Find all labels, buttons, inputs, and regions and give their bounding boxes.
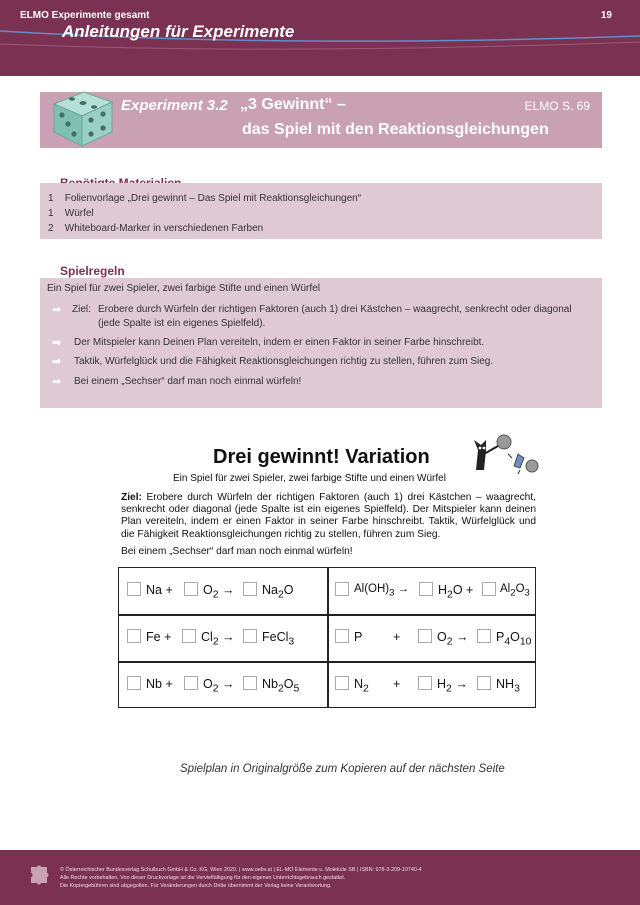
worksheet-goal-text: Erobere durch Würfeln der richtigen Faktoren (auch 1) drei Kästchen – waagrecht, senkrecht oder diagonal (jede Spalte ist ein eigenes Spielfeld). Der Mitspieler kann deinen Plan vereiteln, indem er einen Faktor in seiner Farbe hinschreibt. Taktik, Würfelglück und die Fähigkeit Reaktionsgleichungen richtig zu stellen, führen zum Sieg. bbox=[121, 492, 536, 540]
arrow-right-icon: ➡ bbox=[52, 304, 62, 316]
product-c: $Al_2O_3$ bbox=[500, 583, 530, 599]
arrow-right-icon: ➡ bbox=[52, 337, 62, 349]
material-text: Folienvorlage „Drei gewinnt – Das Spiel mit Reaktionsgleichungen“ bbox=[64, 193, 362, 204]
plus-sign: + bbox=[393, 630, 401, 644]
rule-item bbox=[52, 355, 592, 369]
factor-checkbox[interactable] bbox=[127, 582, 141, 596]
rule-text: Bei einem „Sechser“ darf man noch einmal würfeln! bbox=[74, 376, 302, 387]
rules-intro: Ein Spiel für zwei Spieler, zwei farbige Stifte und einen Würfel bbox=[47, 283, 320, 294]
material-text: Whiteboard-Marker in verschiedenen Farben bbox=[64, 223, 264, 234]
material-item bbox=[48, 193, 361, 204]
reactant-a: Nb + bbox=[146, 677, 173, 691]
plus-sign: + bbox=[393, 677, 401, 691]
worksheet-goal-label: Ziel: bbox=[121, 492, 142, 503]
rules-heading: Spielregeln bbox=[60, 264, 125, 278]
rule-label: Ziel: bbox=[72, 304, 91, 315]
factor-checkbox[interactable] bbox=[243, 629, 257, 643]
equation-cell bbox=[329, 615, 535, 661]
worksheet-extra-rule: Bei einem „Sechser“ darf man noch einmal würfeln! bbox=[121, 546, 353, 557]
reactant-a: $N_2$ bbox=[354, 677, 369, 695]
factor-checkbox[interactable] bbox=[335, 676, 349, 690]
footer-fees: Die Kopiergebühren sind abgegolten. Für Veränderungen durch Dritte übernimmt der Verlag keine Verantwortung. bbox=[60, 883, 332, 889]
equation-cell bbox=[119, 568, 327, 614]
experiment-reference: ELMO S. 69 bbox=[524, 99, 590, 113]
factor-checkbox[interactable] bbox=[182, 629, 196, 643]
material-item bbox=[48, 208, 94, 219]
reactant-b: $O_2$ → bbox=[437, 630, 469, 648]
material-text: Würfel bbox=[64, 208, 94, 219]
equation-cell bbox=[329, 568, 535, 614]
worksheet-caption: Spielplan in Originalgröße zum Kopieren auf der nächsten Seite bbox=[180, 763, 505, 775]
factor-checkbox[interactable] bbox=[335, 582, 349, 596]
game-board bbox=[118, 567, 536, 708]
factor-checkbox[interactable] bbox=[418, 629, 432, 643]
cartoon-cat-icon bbox=[468, 432, 540, 474]
factor-checkbox[interactable] bbox=[477, 676, 491, 690]
worksheet-subtitle: Ein Spiel für zwei Spieler, zwei farbige Stifte und einen Würfel bbox=[173, 473, 446, 484]
rule-item bbox=[52, 303, 592, 333]
factor-checkbox[interactable] bbox=[184, 676, 198, 690]
factor-checkbox[interactable] bbox=[477, 629, 491, 643]
rule-text-continued: (jede Spalte ist ein eigenes Spielfeld). bbox=[98, 318, 266, 329]
rule-text: Erobere durch Würfeln der richtigen Faktoren (auch 1) drei Kästchen – waagrecht, senkrecht oder diagonal bbox=[98, 304, 572, 315]
rule-text: Der Mitspieler kann Deinen Plan vereiteln, indem er einen Faktor in seiner Farbe hinschreibt. bbox=[74, 337, 485, 348]
material-item bbox=[48, 223, 263, 234]
factor-checkbox[interactable] bbox=[243, 582, 257, 596]
arrow-right-icon: ➡ bbox=[52, 376, 62, 388]
product-c: $NH_3$ bbox=[496, 677, 520, 695]
experiment-title-line2: das Spiel mit den Reaktionsgleichungen bbox=[242, 121, 549, 138]
factor-checkbox[interactable] bbox=[419, 582, 433, 596]
material-qty: 1 bbox=[48, 208, 54, 219]
equation-cell bbox=[119, 615, 327, 661]
factor-checkbox[interactable] bbox=[127, 629, 141, 643]
factor-checkbox[interactable] bbox=[482, 582, 496, 596]
worksheet-goal bbox=[121, 492, 536, 541]
material-qty: 1 bbox=[48, 193, 54, 204]
arrow-right-icon: ➡ bbox=[52, 356, 62, 368]
factor-checkbox[interactable] bbox=[243, 676, 257, 690]
reactant-b: $H_2O$ + bbox=[438, 583, 474, 601]
footer-rights: Alle Rechte vorbehalten. Von dieser Druckvorlage ist die Vervielfältigung für den eigenen Unterrichtsgebrauch gestattet. bbox=[60, 875, 346, 881]
factor-checkbox[interactable] bbox=[418, 676, 432, 690]
equation-cell bbox=[119, 662, 327, 708]
reactant-b: $O_2$ → bbox=[203, 583, 235, 601]
reactant-a: Fe + bbox=[146, 630, 172, 644]
puzzle-logo-icon bbox=[28, 864, 50, 886]
reactant-b: $Cl_2$ → bbox=[201, 630, 235, 648]
factor-checkbox[interactable] bbox=[184, 582, 198, 596]
reactant-a: P bbox=[354, 630, 363, 644]
product-c: $Nb_2O_5$ bbox=[262, 677, 300, 695]
footer-copyright: © Österreichischer Bundesverlag Schulbuch GmbH & Co. KG, Wien 2020. | www.oebv.at | EL-MO Elemente u. Moleküle SB | ISBN: 978-3-209-10740-4 bbox=[60, 867, 422, 873]
product-c: FeCl$_3$ bbox=[262, 630, 295, 648]
worksheet-title: Drei gewinnt! Variation bbox=[213, 446, 430, 468]
rule-item bbox=[52, 375, 592, 389]
product-c: $P_4O_{10}$ bbox=[496, 630, 532, 648]
reactant-a: Na + bbox=[146, 583, 173, 597]
reactant-b: $O_2$ → bbox=[203, 677, 235, 695]
experiment-label: Experiment 3.2 bbox=[121, 97, 228, 114]
reactant-b: $H_2$ → bbox=[437, 677, 468, 695]
rule-text: Taktik, Würfelglück und die Fähigkeit Reaktionsgleichungen richtig zu stellen, führen zum Sieg. bbox=[74, 356, 494, 367]
material-qty: 2 bbox=[48, 223, 54, 234]
equation-cell bbox=[329, 662, 535, 708]
band-title: Anleitungen für Experimente bbox=[62, 22, 295, 41]
page-number: 19 bbox=[600, 10, 612, 21]
dice-icon bbox=[46, 86, 118, 150]
factor-checkbox[interactable] bbox=[127, 676, 141, 690]
brand-label: ELMO Experimente gesamt bbox=[20, 10, 150, 21]
rule-item bbox=[52, 336, 592, 350]
factor-checkbox[interactable] bbox=[335, 629, 349, 643]
reactant-a: $Al(OH)_3$ → bbox=[354, 583, 410, 599]
experiment-title-line1: „3 Gewinnt“ – bbox=[240, 96, 346, 113]
product-c: $Na_2O$ bbox=[262, 583, 294, 601]
